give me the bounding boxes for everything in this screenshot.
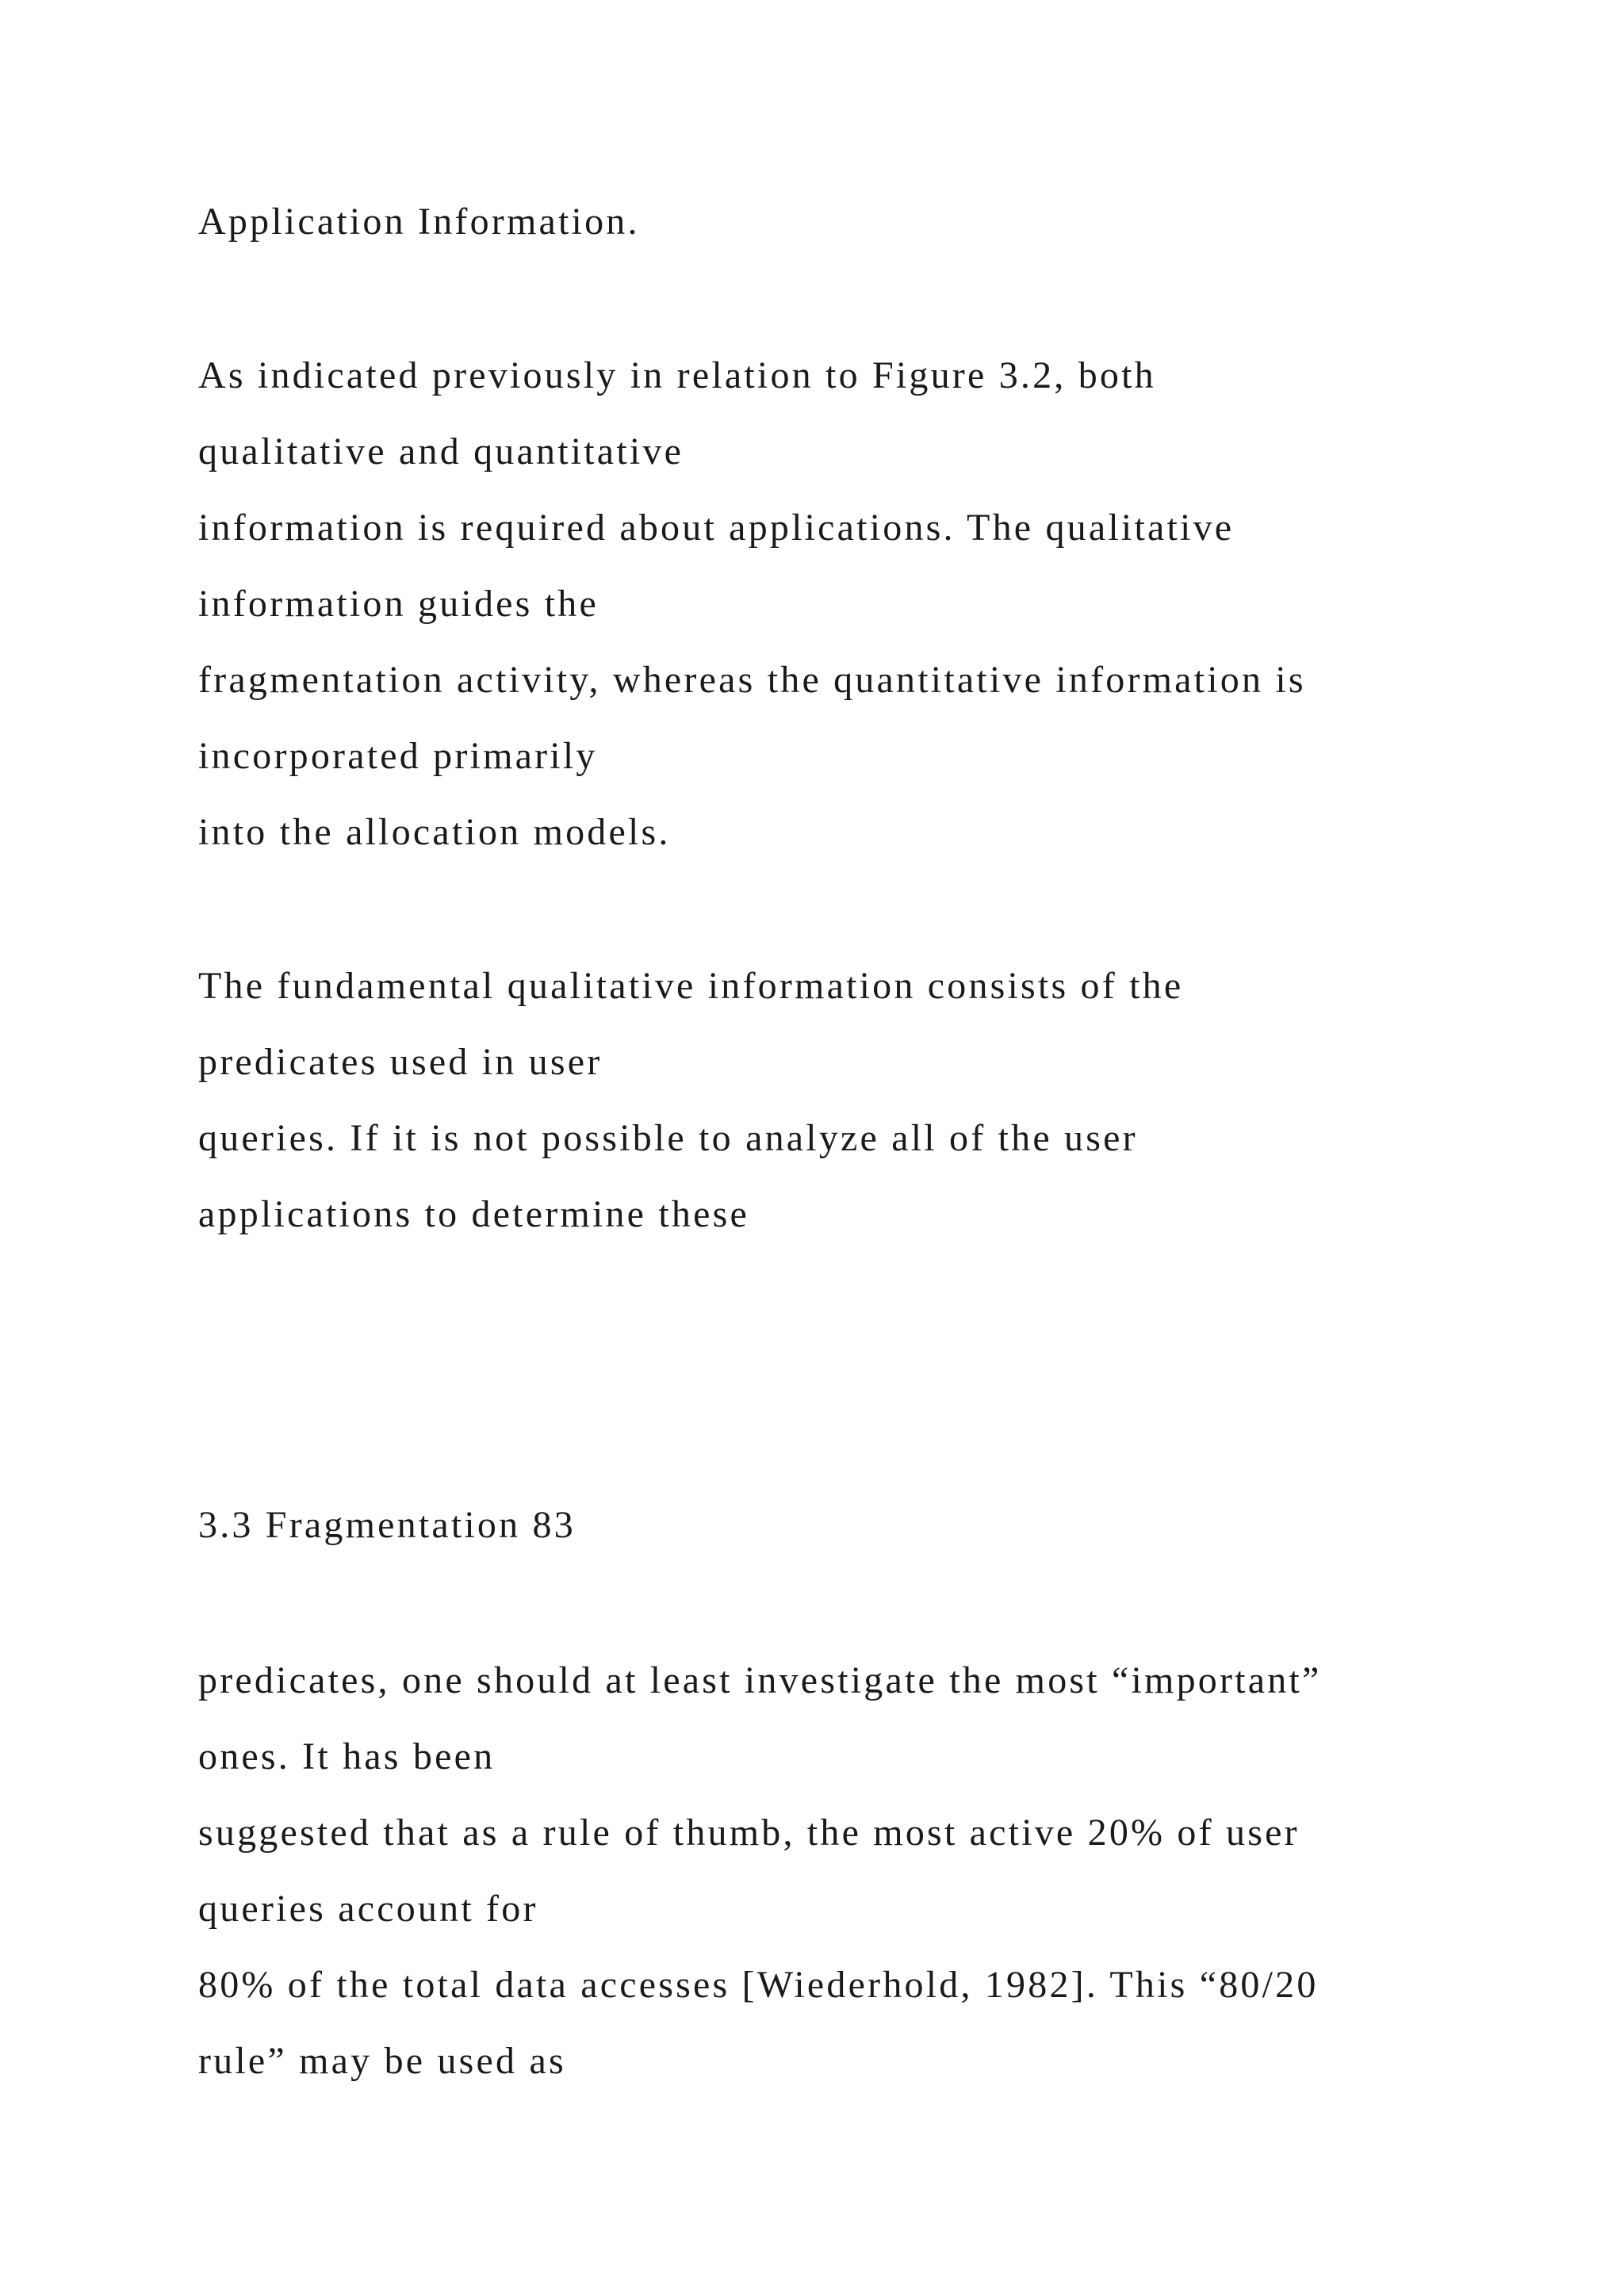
paragraph-2-line-1: The fundamental qualitative information consists of the bbox=[198, 965, 1184, 1007]
paragraph-1-line-3: information is required about applications. The qualitative bbox=[198, 507, 1235, 549]
paragraph-1-line-4: information guides the bbox=[198, 583, 599, 625]
paragraph-3-line-1: predicates, one should at least investigate the most “important” bbox=[198, 1659, 1322, 1701]
section-heading: Application Information. bbox=[198, 201, 640, 243]
paragraph-1-line-5: fragmentation activity, whereas the quantitative information is bbox=[198, 659, 1306, 701]
paragraph-3-line-6: rule” may be used as bbox=[198, 2040, 566, 2082]
paragraph-3-line-2: ones. It has been bbox=[198, 1735, 496, 1777]
paragraph-2-line-2: predicates used in user bbox=[198, 1041, 603, 1083]
running-page-header: 3.3 Fragmentation 83 bbox=[198, 1504, 576, 1546]
paragraph-3-line-3: suggested that as a rule of thumb, the most active 20% of user bbox=[198, 1812, 1300, 1854]
paragraph-1-line-2: qualitative and quantitative bbox=[198, 430, 684, 473]
paragraph-2-line-4: applications to determine these bbox=[198, 1193, 750, 1235]
paragraph-2-line-3: queries. If it is not possible to analyze all of the user bbox=[198, 1117, 1138, 1159]
paragraph-1-line-6: incorporated primarily bbox=[198, 735, 598, 777]
paragraph-1-line-7: into the allocation models. bbox=[198, 811, 671, 853]
paragraph-3-line-5: 80% of the total data accesses [Wiederhold, 1982]. This “80/20 bbox=[198, 1964, 1319, 2006]
paragraph-3-line-4: queries account for bbox=[198, 1888, 538, 1930]
paragraph-1-line-1: As indicated previously in relation to Figure 3.2, both bbox=[198, 354, 1156, 396]
